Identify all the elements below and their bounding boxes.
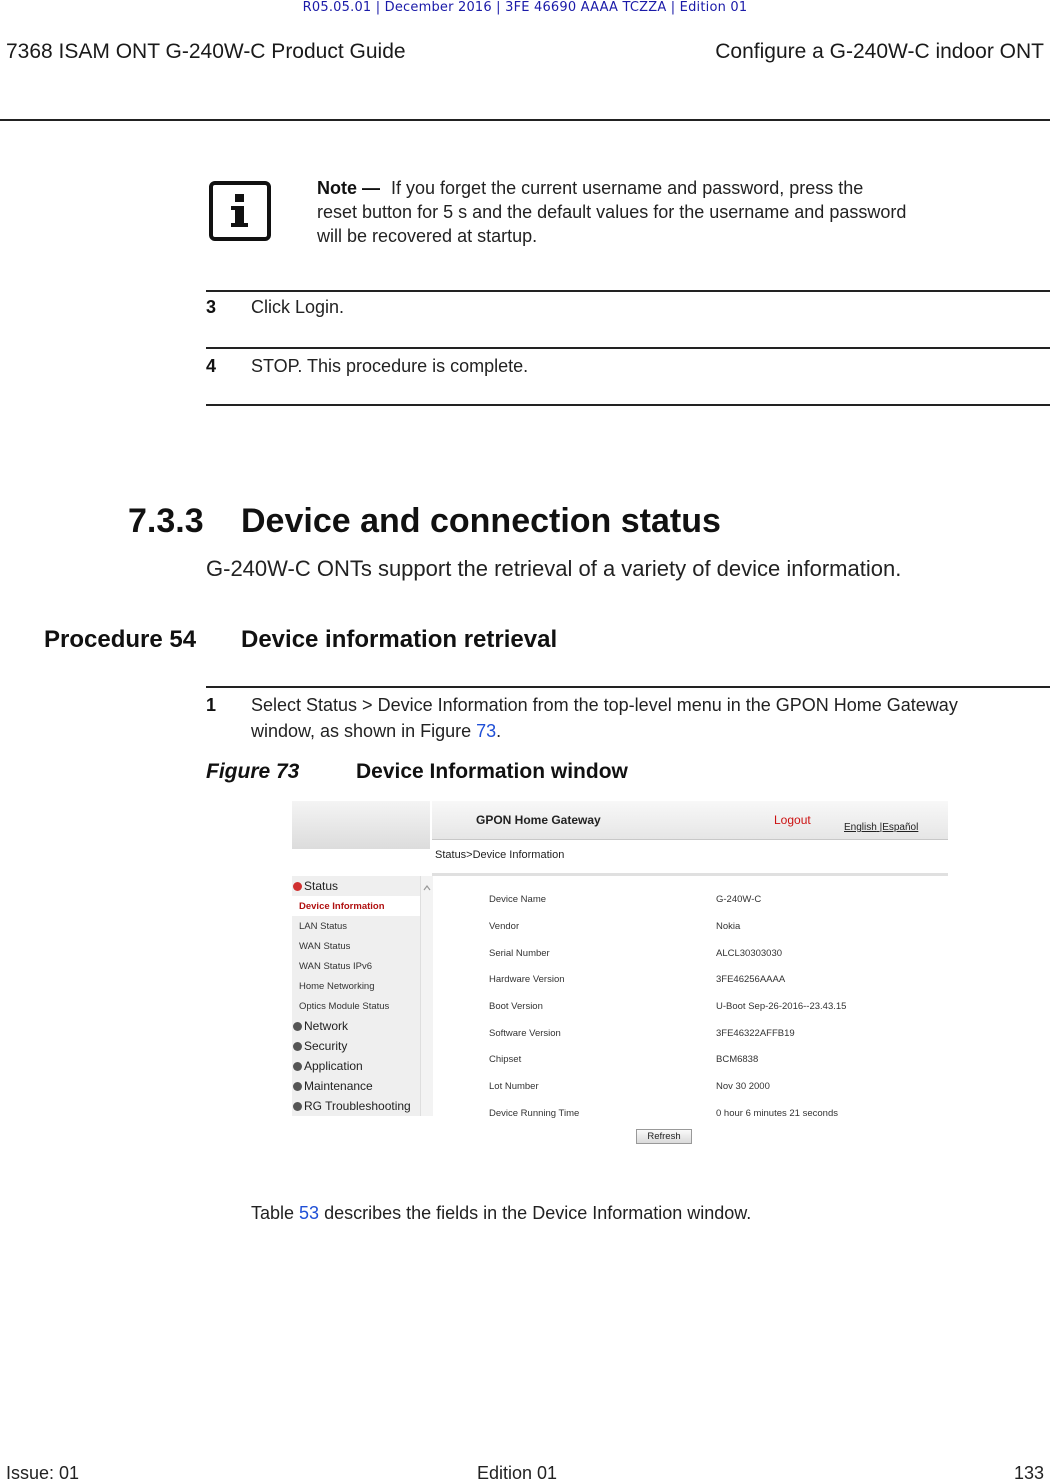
menu-application-label: Application	[304, 1059, 363, 1073]
menu-security-label: Security	[304, 1039, 348, 1053]
field-label: Hardware Version	[489, 974, 565, 985]
menu-wan-status[interactable]: WAN Status	[299, 941, 351, 952]
menu-lan-status[interactable]: LAN Status	[299, 921, 348, 932]
note-line-1: If you forget the current username and password, press the	[391, 178, 864, 198]
table-link[interactable]: 53	[299, 1203, 320, 1223]
expand-bullet-icon	[293, 1082, 302, 1091]
step-1-line-1: Select Status > Device Information from the top-level menu in the GPON Home Gateway	[251, 695, 958, 715]
menu-maintenance[interactable]	[293, 1079, 373, 1093]
note-line-3: will be recovered at startup.	[317, 226, 538, 246]
menu-maintenance-label: Maintenance	[304, 1079, 373, 1093]
gateway-title: GPON Home Gateway	[476, 813, 601, 827]
screenshot-topbar-left	[292, 801, 430, 849]
step-number: 3	[206, 297, 217, 317]
table-ref-post: describes the fields in the Device Information window.	[319, 1203, 752, 1223]
language-links[interactable]	[844, 822, 918, 833]
field-label: Chipset	[489, 1054, 522, 1065]
menu-wan-status-ipv6[interactable]: WAN Status IPv6	[299, 961, 373, 972]
field-value: BCM6838	[716, 1054, 759, 1065]
section-description: G-240W-C ONTs support the retrieval of a variety of device information.	[206, 556, 902, 581]
step-1-line-2-end: .	[496, 721, 502, 741]
section-title: Device and connection status	[241, 502, 721, 540]
figure-label: Figure 73	[206, 760, 300, 783]
menu-device-information[interactable]: Device Information	[299, 901, 385, 912]
step-1-line-2: window, as shown in Figure	[251, 721, 477, 741]
menu-status-label: Status	[304, 879, 339, 893]
logout-link[interactable]: Logout	[774, 813, 811, 827]
procedure-label: Procedure 54	[44, 626, 197, 653]
field-label: Device Running Time	[489, 1108, 580, 1119]
expand-bullet-icon	[293, 1062, 302, 1071]
expand-bullet-icon	[293, 1042, 302, 1051]
device-information-screenshot	[292, 801, 948, 1146]
note-line-2: reset button for 5 s and the default values for the username and password	[317, 202, 907, 222]
step-number: 1	[206, 695, 217, 715]
breadcrumb: Status>Device Information	[435, 849, 565, 861]
section-number: 7.3.3	[128, 502, 204, 540]
step-text	[251, 692, 1041, 744]
menu-optics-module-status[interactable]: Optics Module Status	[299, 1001, 390, 1012]
field-value: G-240W-C	[716, 894, 762, 905]
table-ref-pre: Table	[251, 1203, 300, 1223]
field-value: 3FE46256AAAA	[716, 974, 786, 985]
field-label: Lot Number	[489, 1081, 539, 1092]
procedure-title: Device information retrieval	[241, 626, 558, 653]
collapse-bullet-icon	[293, 882, 302, 891]
menu-rg-troubleshooting-label: RG Troubleshooting	[304, 1099, 411, 1113]
step-text: STOP. This procedure is complete.	[251, 356, 529, 376]
step-rule	[206, 686, 1050, 688]
menu-rg-troubleshooting[interactable]	[293, 1099, 411, 1113]
figure-link[interactable]: 73	[476, 721, 497, 741]
table-reference-text	[251, 1203, 751, 1224]
field-label: Device Name	[489, 894, 547, 905]
language-english[interactable]: English	[844, 822, 877, 833]
field-value: Nokia	[716, 921, 741, 932]
footer-edition: Edition 01	[477, 1463, 558, 1483]
field-label: Vendor	[489, 921, 520, 932]
field-value: 0 hour 6 minutes 21 seconds	[716, 1108, 838, 1119]
step-text: Click Login.	[251, 297, 345, 317]
document-stamp: R05.05.01 | December 2016 | 3FE 46690 AAAA TCZZA | Edition 01	[302, 0, 748, 15]
footer-issue: Issue: 01	[6, 1463, 80, 1483]
field-value: Nov 30 2000	[716, 1081, 770, 1092]
menu-home-networking[interactable]: Home Networking	[299, 981, 375, 992]
note-label: Note —	[317, 178, 380, 198]
field-value: 3FE46322AFFB19	[716, 1028, 795, 1039]
field-value: ALCL30303030	[716, 948, 783, 959]
page-number: 133	[1013, 1463, 1044, 1483]
info-icon	[209, 181, 271, 241]
screenshot-topbar	[432, 801, 948, 840]
breadcrumb-divider	[432, 873, 948, 876]
note-text	[317, 176, 957, 248]
menu-application[interactable]	[293, 1059, 363, 1073]
step-rule	[206, 290, 1050, 292]
field-label: Serial Number	[489, 948, 550, 959]
step-number: 4	[206, 356, 217, 376]
expand-bullet-icon	[293, 1022, 302, 1031]
sidebar-scrollbar[interactable]	[420, 876, 433, 1116]
field-label: Boot Version	[489, 1001, 543, 1012]
language-espanol[interactable]: |Español	[879, 822, 919, 833]
menu-network[interactable]	[293, 1019, 348, 1033]
header-guide-title: 7368 ISAM ONT G-240W-C Product Guide	[6, 40, 406, 63]
menu-security[interactable]	[293, 1039, 347, 1053]
expand-bullet-icon	[293, 1102, 302, 1111]
field-label: Software Version	[489, 1028, 561, 1039]
menu-status[interactable]	[293, 879, 338, 893]
refresh-button[interactable]: Refresh	[636, 1129, 692, 1144]
scroll-up-icon[interactable]	[421, 882, 433, 894]
field-value: U-Boot Sep-26-2016--23.43.15	[716, 1001, 847, 1012]
header-rule	[0, 119, 1050, 121]
header-chapter-title: Configure a G-240W-C indoor ONT	[715, 40, 1044, 63]
menu-network-label: Network	[304, 1019, 349, 1033]
procedure-end-rule	[206, 404, 1050, 406]
figure-title: Device Information window	[356, 760, 628, 783]
step-rule	[206, 347, 1050, 349]
